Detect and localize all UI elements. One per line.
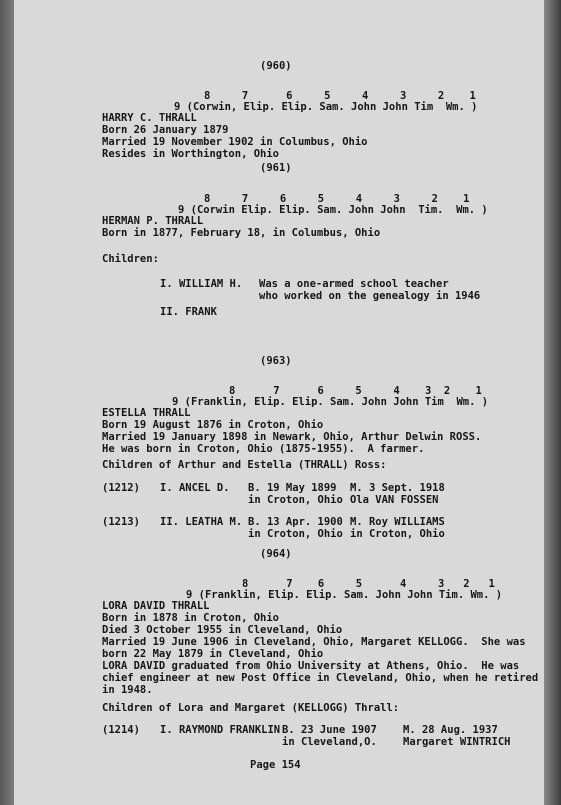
children-heading: Children: <box>102 253 159 265</box>
generation-numbers: 8 7 6 5 4 3 2 1 <box>242 578 495 590</box>
text-line: Born 26 January 1879 <box>102 124 229 136</box>
child-born: B. 19 May 1899 <box>248 482 337 494</box>
text-line: chief engineer at new Post Office in Cleveland, Ohio, when he retired <box>102 672 539 684</box>
child-id: (1213) <box>102 516 140 528</box>
child-married: Ola VAN FOSSEN <box>350 494 439 506</box>
child-name: I. RAYMOND FRANKLIN <box>160 724 281 736</box>
text-line: Born in 1878 in Croton, Ohio <box>102 612 280 624</box>
text-line: Married 19 January 1898 in Newark, Ohio, Arthur Delwin ROSS. <box>102 431 482 443</box>
child-note: Was a one-armed school teacher <box>259 278 449 290</box>
text-line: born 22 May 1879 in Cleveland, Ohio <box>102 648 324 660</box>
ancestry-line: 9 (Franklin, Elip. Elip. Sam. John John Tim. Wm. ) <box>186 589 503 601</box>
text-line: Married 19 November 1902 in Columbus, Ohio <box>102 136 368 148</box>
page-number: Page 154 <box>250 759 301 771</box>
person-name: HERMAN P. THRALL <box>102 215 204 227</box>
person-name: HARRY C. THRALL <box>102 112 197 124</box>
text-line: LORA DAVID graduated from Ohio University at Athens, Ohio. He was <box>102 660 520 672</box>
child-id: (1212) <box>102 482 140 494</box>
child-married: M. Roy WILLIAMS <box>350 516 445 528</box>
book-spine-shadow <box>0 0 14 805</box>
child-label: I. WILLIAM H. <box>160 278 243 290</box>
text-line: Born in 1877, February 18, in Columbus, Ohio <box>102 227 381 239</box>
child-married: in Croton, Ohio <box>350 528 445 540</box>
child-born: B. 23 June 1907 <box>282 724 377 736</box>
child-name: I. ANCEL D. <box>160 482 230 494</box>
child-married: M. 3 Sept. 1918 <box>350 482 445 494</box>
person-name: ESTELLA THRALL <box>102 407 191 419</box>
page-edge-shadow <box>544 0 561 805</box>
text-line: Died 3 October 1955 in Cleveland, Ohio <box>102 624 343 636</box>
generation-numbers: 8 7 6 5 4 3 2 1 <box>204 90 476 102</box>
ancestry-line: 9 (Corwin Elip. Elip. Sam. John John Tim. Wm. ) <box>178 204 488 216</box>
child-born: in Cleveland,O. <box>282 736 377 748</box>
text-line: He was born in Croton, Ohio (1875-1955). A farmer. <box>102 443 425 455</box>
child-born: B. 13 Apr. 1900 <box>248 516 343 528</box>
generation-numbers: 8 7 6 5 4 3 2 1 <box>229 385 482 397</box>
generation-numbers: 8 7 6 5 4 3 2 1 <box>204 193 470 205</box>
text-line: Married 19 June 1906 in Cleveland, Ohio, Margaret KELLOGG. She was <box>102 636 526 648</box>
child-note: who worked on the genealogy in 1946 <box>259 290 481 302</box>
text-line: Born 19 August 1876 in Croton, Ohio <box>102 419 324 431</box>
genealogy-page <box>14 0 544 805</box>
entry-number: (960) <box>260 60 292 72</box>
children-heading: Children of Arthur and Estella (THRALL) Ross: <box>102 459 387 471</box>
person-name: LORA DAVID THRALL <box>102 600 210 612</box>
text-line: Resides in Worthington, Ohio <box>102 148 280 160</box>
child-married: M. 28 Aug. 1937 <box>403 724 498 736</box>
ancestry-line: 9 (Franklin, Elip. Elip. Sam. John John Tim Wm. ) <box>172 396 489 408</box>
ancestry-line: 9 (Corwin, Elip. Elip. Sam. John John Tim Wm. ) <box>174 101 478 113</box>
child-label: II. FRANK <box>160 306 217 318</box>
entry-number: (963) <box>260 355 292 367</box>
entry-number: (961) <box>260 162 292 174</box>
children-heading: Children of Lora and Margaret (KELLOGG) Thrall: <box>102 702 400 714</box>
child-name: II. LEATHA M. <box>160 516 243 528</box>
entry-number: (964) <box>260 548 292 560</box>
child-married: Margaret WINTRICH <box>403 736 511 748</box>
child-born: in Croton, Ohio <box>248 494 343 506</box>
child-id: (1214) <box>102 724 140 736</box>
text-line: in 1948. <box>102 684 153 696</box>
child-born: in Croton, Ohio <box>248 528 343 540</box>
